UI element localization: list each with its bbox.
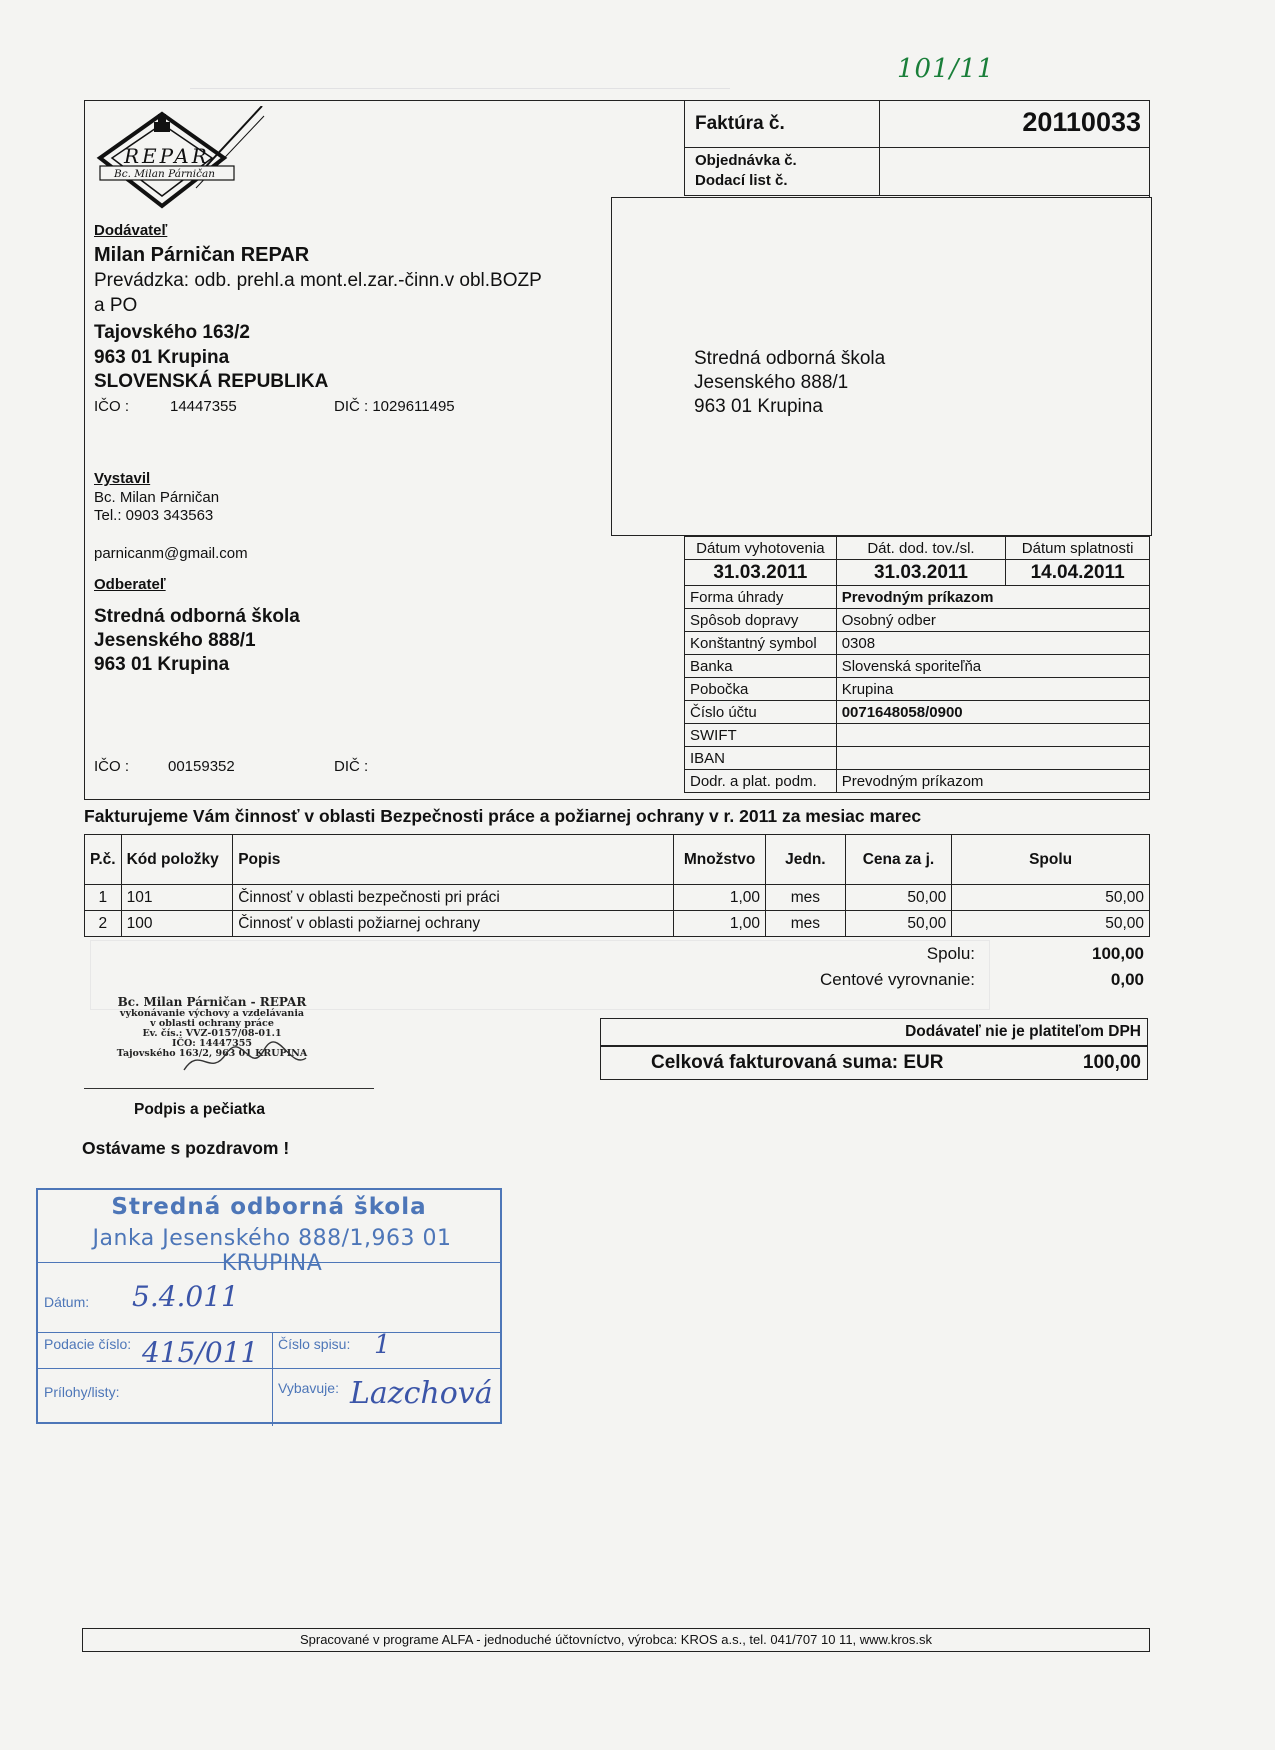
row-total: 50,00: [952, 911, 1150, 937]
stamp-line1: Bc. Milan Párničan - REPAR: [117, 995, 307, 1009]
row-description: Činnosť v oblasti bezpečnosti pri práci: [233, 885, 674, 911]
row-unit: mes: [766, 885, 846, 911]
invoice-number: 20110033: [1022, 107, 1141, 137]
supplier-ico-label: IČO :: [94, 398, 130, 415]
customer-ico-label: IČO :: [94, 758, 130, 775]
items-table: [84, 834, 1150, 937]
info-value: 0071648058/0900: [836, 701, 1149, 724]
info-label: Forma úhrady: [685, 586, 837, 609]
subtotal-label: Spolu:: [926, 944, 975, 963]
row-pc: 2: [85, 911, 122, 937]
stamp-attachments-label: Prílohy/listy:: [44, 1384, 120, 1400]
invoice-number-label-cell: [684, 100, 880, 148]
stamp-divider-vertical: [272, 1332, 273, 1426]
col-header-unit: Jedn.: [766, 835, 846, 885]
logo-text: REPAR: [124, 144, 210, 168]
footer-note: Spracované v programe ALFA - jednoduché účtovníctvo, výrobca: KROS a.s., tel. 041/707 10 11, www.kros.sk: [82, 1628, 1150, 1652]
customer-name: Stredná odborná škola: [94, 606, 300, 627]
row-code: 101: [121, 885, 233, 911]
row-unit: mes: [766, 911, 846, 937]
date-delivery: 31.03.2011: [836, 560, 1006, 586]
col-header-code: Kód položky: [121, 835, 233, 885]
signature-line: [84, 1088, 374, 1089]
customer-street: Jesenského 888/1: [94, 630, 256, 651]
recipient-address-line1: Stredná odborná škola: [694, 348, 886, 369]
recipient-address-line2: Jesenského 888/1: [694, 372, 849, 393]
info-value: 0308: [836, 632, 1149, 655]
stamp-line4: Ev. čís.: VVZ-0157/08-01.1: [142, 1028, 282, 1039]
grand-total-value: 100,00: [1082, 1052, 1141, 1073]
customer-ico: 00159352: [168, 758, 235, 775]
signature-label: Podpis a pečiatka: [134, 1101, 265, 1118]
stamp-line5: IČO: 14447355: [172, 1038, 252, 1049]
supplier-dic: DIČ : 1029611495: [334, 398, 455, 415]
info-label: Konštantný symbol: [685, 632, 837, 655]
info-label: Banka: [685, 655, 837, 678]
customer-title: Odberateľ: [94, 576, 166, 593]
invoice-header: [684, 100, 1150, 196]
order-number-label: Objednávka č.: [695, 152, 797, 169]
stamp-line3: v oblasti ochrany práce: [150, 1018, 274, 1029]
info-label: IBAN: [685, 747, 837, 770]
handwritten-signature-icon: [180, 1040, 310, 1080]
col-header-pc: P.č.: [85, 835, 122, 885]
info-label: Spôsob dopravy: [685, 609, 837, 632]
info-label: Dodr. a plat. podm.: [685, 770, 837, 793]
row-total: 50,00: [952, 885, 1150, 911]
supplier-name: Milan Párničan REPAR: [94, 244, 310, 266]
info-value: Prevodným príkazom: [836, 770, 1149, 793]
stamp-line6: Tajovského 163/2, 963 01 KRUPINA: [116, 1048, 308, 1059]
date-delivery-header: Dát. dod. tov./sl.: [836, 537, 1006, 560]
supplier-line1: Prevádzka: odb. prehl.a mont.el.zar.-činn.v obl.BOZP: [94, 270, 542, 291]
stamp-divider: [38, 1262, 500, 1263]
stamp-filing-number-value: 415/011: [142, 1336, 259, 1369]
date-due: 14.04.2011: [1006, 560, 1150, 586]
issued-by-tel: Tel.: 0903 343563: [94, 507, 214, 524]
col-header-unit-price: Cena za j.: [845, 835, 951, 885]
row-description: Činnosť v oblasti požiarnej ochrany: [233, 911, 674, 937]
row-unit-price: 50,00: [845, 911, 951, 937]
rounding-label: Centové vyrovnanie:: [820, 970, 975, 989]
registry-stamp-address: Janka Jesenského 888/1,963 01 KRUPINA: [92, 1226, 452, 1276]
info-value: Krupina: [836, 678, 1149, 701]
invoice-intro-text: Fakturujeme Vám činnosť v oblasti Bezpečnosti práce a požiarnej ochrany v r. 2011 za mesiac marec: [84, 806, 922, 826]
stamp-divider: [38, 1332, 500, 1333]
stamp-handler-label: Vybavuje:: [278, 1380, 339, 1396]
stamp-file-number-label: Číslo spisu:: [278, 1336, 351, 1352]
handwritten-registration-number: 101/11: [897, 54, 995, 84]
subtotal-value: 100,00: [1092, 944, 1144, 963]
stamp-file-number-value: 1: [374, 1330, 391, 1360]
stamp-handler-value: Lazchová: [350, 1376, 493, 1411]
customer-ico-row: [94, 758, 369, 775]
table-row: [85, 885, 1150, 911]
date-issued: 31.03.2011: [685, 560, 837, 586]
issued-by-title: Vystavil: [94, 470, 151, 487]
delivery-note-label: Dodací list č.: [695, 172, 788, 189]
date-issued-header: Dátum vyhotovenia: [685, 537, 837, 560]
closing-text: Ostávame s pozdravom !: [82, 1138, 290, 1158]
stamp-date-label: Dátum:: [44, 1294, 90, 1310]
issued-by-email: parnicanm@gmail.com: [94, 545, 248, 562]
grand-total-label: Celková fakturovaná suma: EUR: [651, 1052, 944, 1073]
grand-total-box: [600, 1046, 1148, 1080]
info-value: [836, 747, 1149, 770]
registry-stamp: [36, 1188, 502, 1424]
supplier-line2: a PO: [94, 295, 138, 316]
recipient-address-line3: 963 01 Krupina: [694, 396, 823, 417]
customer-dic-label: DIČ :: [334, 758, 369, 775]
supplier-ico: 14447355: [170, 398, 237, 415]
row-quantity: 1,00: [674, 911, 766, 937]
invoice-number-cell: [879, 100, 1150, 148]
order-delivery-cell: [684, 147, 880, 196]
date-due-header: Dátum splatnosti: [1006, 537, 1150, 560]
supplier-ico-row: [94, 398, 455, 415]
info-value: [836, 724, 1149, 747]
info-value: Osobný odber: [836, 609, 1149, 632]
row-code: 100: [121, 911, 233, 937]
info-value: Slovenská sporiteľňa: [836, 655, 1149, 678]
vat-note: Dodávateľ nie je platiteľom DPH: [600, 1018, 1148, 1046]
supplier-country: SLOVENSKÁ REPUBLIKA: [94, 371, 329, 392]
col-header-description: Popis: [233, 835, 674, 885]
payment-info-table: [684, 536, 1150, 793]
info-label: Pobočka: [685, 678, 837, 701]
stamp-date-value: 5.4.011: [132, 1280, 239, 1313]
table-row: [85, 911, 1150, 937]
stamp-line2: vykonávanie výchovy a vzdelávania: [119, 1008, 305, 1019]
row-quantity: 1,00: [674, 885, 766, 911]
logo-subtitle: Bc. Milan Párničan: [114, 168, 215, 180]
info-label: SWIFT: [685, 724, 837, 747]
col-header-quantity: Množstvo: [674, 835, 766, 885]
info-value: Prevodným príkazom: [836, 586, 1149, 609]
registry-stamp-title: Stredná odborná škola: [111, 1194, 427, 1220]
supplier-city: 963 01 Krupina: [94, 347, 230, 368]
invoice-number-label: Faktúra č.: [695, 113, 785, 134]
rounding-value: 0,00: [1110, 970, 1144, 989]
row-unit-price: 50,00: [845, 885, 951, 911]
supplier-title: Dodávateľ: [94, 222, 168, 239]
row-pc: 1: [85, 885, 122, 911]
stamp-divider: [38, 1368, 500, 1369]
stamp-filing-number-label: Podacie číslo:: [44, 1336, 132, 1352]
customer-city: 963 01 Krupina: [94, 654, 230, 675]
issued-by-name: Bc. Milan Párničan: [94, 489, 220, 506]
order-delivery-values: [879, 147, 1150, 196]
col-header-total: Spolu: [952, 835, 1150, 885]
supplier-street: Tajovského 163/2: [94, 322, 250, 343]
repar-logo: [96, 106, 266, 214]
info-label: Číslo účtu: [685, 701, 837, 724]
